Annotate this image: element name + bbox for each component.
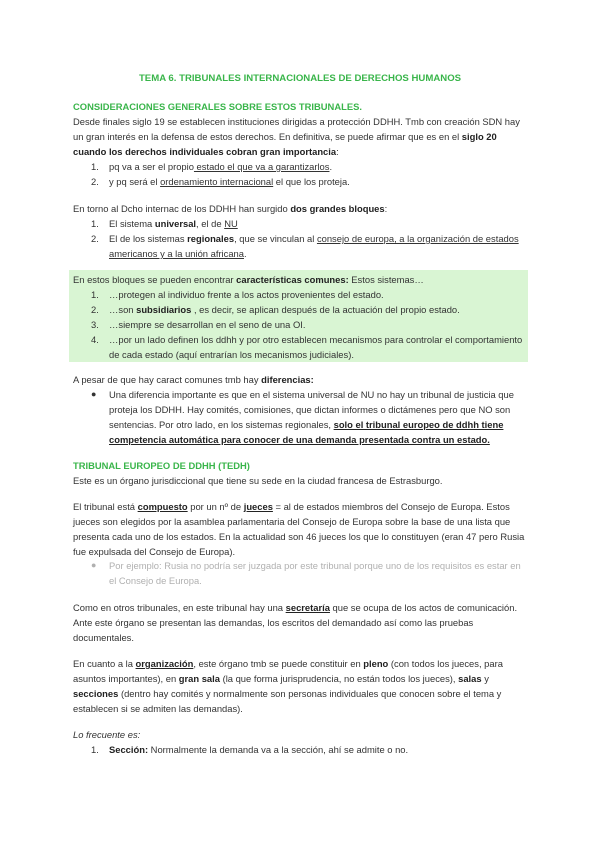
text-run: El tribunal está [73,501,138,512]
text-run: …son [109,304,137,315]
text-run: y pq será el [109,176,161,187]
paragraph-intro [73,114,528,159]
text-run: el que los proteja. [273,176,350,187]
text-run: , este órgano tmb se puede constituir en [193,658,364,669]
text-underlined: consejo de europa, a la organización de estados americanos y a la unión africana [109,233,519,259]
list-item [91,302,528,317]
text-run: , es decir, se aplican después de la actuación del propio estado. [191,304,460,315]
text-bold: gran sala [178,673,220,684]
text-run: . [329,161,333,172]
text-bold: siglo 20 cuando los derechos individuales cobran gran importancia [73,131,497,157]
list-number: 2. [91,304,99,315]
paragraph-seat: Este es un órgano jurisdiccional que tiene su sede en la ciudad francesa de Estrasburgo. [73,475,443,486]
text-bold: pleno [363,658,389,669]
bullet-item-example [91,558,528,588]
bullet-item [91,387,528,447]
text-bold-underlined: solo el tribunal europeo de ddhh tiene competencia automática para conocer de una demanda presentada contra un estado. [109,419,504,445]
text-run: y [481,673,489,684]
text-run: Normalmente la demanda va a la sección, ahí se admite o no. [148,744,409,755]
text-run: En torno al Dcho internac de los DDHH han surgido [73,203,291,214]
text-run: (con todos los jueces, para asuntos importantes), en [73,658,503,684]
list-item [91,174,528,189]
text-bold-underlined: organización [135,658,194,669]
text-underlined: ordenamiento internacional [160,176,274,187]
paragraph-secretaria [73,600,528,645]
text-run: En estos bloques se pueden encontrar [73,274,237,285]
list-number: 1. [91,289,99,300]
text-run: = al de estados miembros del Consejo de Europa. Estos jueces son elegidos por la asamblea parlamentaria del Consejo de Europa sobre la base de una lista que presenta cada uno de los estados. En la actualidad son 46 jueces los que lo constituyen (eran 47 pero Rusia fue expulsada del Consejo de Europa). [73,501,525,557]
list-number: 2. [91,233,99,244]
text-bold: diferencias: [261,374,314,385]
text-underlined: NU [224,218,238,229]
text-run: En cuanto a la [73,658,136,669]
text-run: : [336,146,339,157]
text-run: El de los sistemas [109,233,188,244]
text-bold: Sección: [109,744,149,755]
list-number: 1. [91,744,99,755]
paragraph-frecuente: Lo frecuente es: [73,729,141,740]
paragraph-blocks [73,201,528,216]
text-run: Estos sistemas… [348,274,424,285]
list-item [91,742,528,757]
list-text: …por un lado definen los ddhh y por otro establecen mecanismos para controlar el comportamiento de cada estado (aquí entrarían los mecanismos judiciales). [109,334,523,360]
list-number: 4. [91,334,99,345]
list-item [91,287,528,302]
list-number: 1. [91,218,99,229]
text-run: pq va a ser el propio [109,161,194,172]
text-run: por un nº de [187,501,244,512]
paragraph-differences [73,372,528,387]
text-bold-underlined: jueces [243,501,273,512]
text-run: , que se vinculan al [234,233,317,244]
section-heading-general: CONSIDERACIONES GENERALES SOBRE ESTOS TRIBUNALES. [73,101,362,112]
section-heading-tedh: TRIBUNAL EUROPEO DE DDHH (TEDH) [73,460,250,471]
list-item [91,231,528,261]
list-item [91,159,528,174]
text-bold: salas [458,673,482,684]
document-title: TEMA 6. TRIBUNALES INTERNACIONALES DE DERECHOS HUMANOS [138,73,462,84]
text-run: Como en otros tribunales, en este tribunal hay una [73,602,286,613]
list-item [91,216,528,231]
list-number: 1. [91,161,99,172]
text-bold: subsidiarios [136,304,192,315]
bullet-text: Por ejemplo: Rusia no podría ser juzgada por este tribunal porque uno de los requisitos es estar en el Consejo de Europa. [109,560,521,586]
list-number: 3. [91,319,99,330]
text-underlined: estado el que va a garantizarlos [193,161,330,172]
text-bold: características comunes: [236,274,349,285]
list-item [91,317,528,332]
paragraph-organizacion [73,656,528,716]
text-run: (la que forma jurisprudencia, no están todos los jueces), [219,673,459,684]
bullet-icon: ● [91,560,97,570]
text-run: El sistema [109,218,155,229]
text-run: . [243,248,247,259]
text-bold: regionales [187,233,235,244]
list-text: …siempre se desarrollan en el seno de una OI. [109,319,306,330]
text-bold: secciones [73,688,119,699]
text-bold: dos grandes bloques [290,203,385,214]
text-run: , el de [196,218,225,229]
bullet-icon: ● [91,389,97,399]
text-bold-underlined: secretaría [285,602,330,613]
list-item [91,332,528,362]
paragraph-composition [73,499,528,559]
text-bold-underlined: compuesto [137,501,188,512]
text-run: Una diferencia importante es que en el sistema universal de NU no hay un tribunal de justicia que proteja los DDHH. Hay comités, comisiones, que dictan informes o dictámenes pero que NO son sentencias. Por otro lado, en los sistemas regionales, [109,389,514,430]
text-bold: universal [154,218,197,229]
text-run: (dentro hay comités y normalmente son personas individuales que conocen sobre el tema y establecen si se admiten las demandas). [73,688,502,714]
list-number: 2. [91,176,99,187]
text-run: : [384,203,388,214]
paragraph-common-features [73,272,528,287]
text-run: A pesar de que hay caract comunes tmb hay [73,374,262,385]
text-run: que se ocupa de los actos de comunicación. Ante este órgano se presentan las demandas, los escritos del demandado así como las pruebas documentales. [73,602,518,643]
text-run: Desde finales siglo 19 se establecen instituciones dirigidas a protección DDHH. Tmb con creación SDN hay un gran interés en la defensa de estos derechos. En definitiva, se puede afirmar que es en el [73,116,520,142]
list-text: …protegen al individuo frente a los actos provenientes del estado. [109,289,384,300]
